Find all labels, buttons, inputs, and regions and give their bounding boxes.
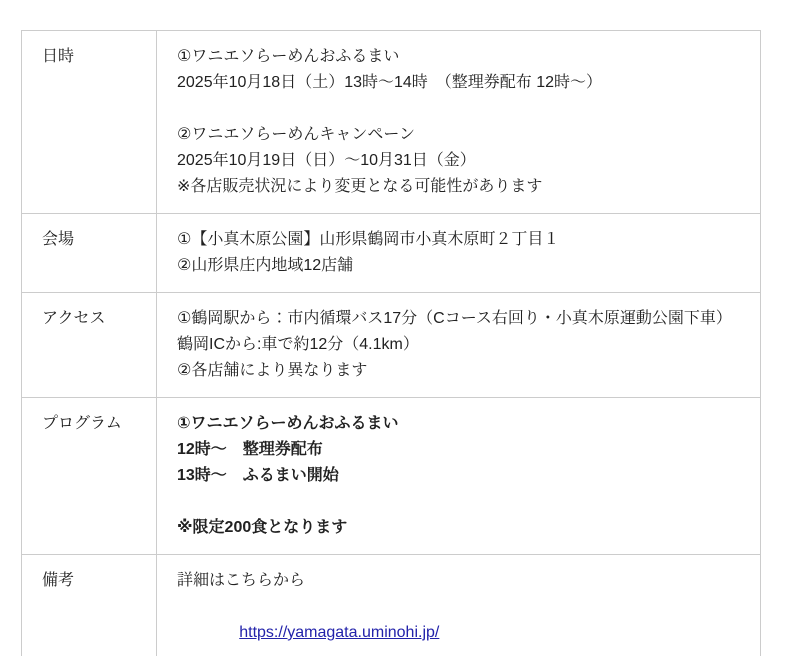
row-label-text: アクセス — [42, 310, 106, 327]
row-label-text: 日時 — [42, 48, 75, 65]
details-link[interactable]: https://yamagata.uminohi.jp/ — [239, 624, 440, 641]
row-label-text: プログラム — [42, 415, 122, 432]
text-line: ①鶴岡駅から：市内循環バス17分（Cコース右回り・小真木原運動公園下車） — [177, 310, 732, 327]
row-content-access — [157, 293, 761, 398]
link-line — [177, 594, 740, 656]
text-line: ①【小真木原公園】山形県鶴岡市小真木原町２丁目１ — [177, 231, 560, 248]
row-label-notes — [22, 555, 157, 656]
event-info-table — [21, 30, 761, 656]
blank-line — [177, 96, 740, 122]
event-info-section — [21, 30, 761, 656]
blank-line — [177, 489, 740, 515]
row-label-venue — [22, 214, 157, 293]
text-line: 詳細はこちらから — [177, 572, 306, 589]
table-row-access — [22, 293, 761, 398]
text-line: 2025年10月19日（日）〜10月31日（金） — [177, 152, 476, 169]
row-content-program — [157, 398, 761, 555]
text-line: 2025年10月18日（土）13時〜14時 （整理券配布 12時〜） — [177, 74, 603, 91]
row-label-datetime — [22, 31, 157, 214]
table-row-notes — [22, 555, 761, 656]
text-line: 13時〜 ふるまい開始 — [177, 467, 339, 484]
text-line: ②ワニエソらーめんキャンペーン — [177, 126, 416, 143]
event-info-table-body — [22, 31, 761, 656]
table-row-venue — [22, 214, 761, 293]
row-content-datetime — [157, 31, 761, 214]
text-line: 12時〜 整理券配布 — [177, 441, 323, 458]
text-line: 鶴岡ICから:車で約12分（4.1km） — [177, 336, 419, 353]
text-line: ①ワニエソらーめんおふるまい — [177, 415, 399, 432]
row-label-program — [22, 398, 157, 555]
row-label-access — [22, 293, 157, 398]
table-row-datetime — [22, 31, 761, 214]
text-line: ※限定200食となります — [177, 519, 348, 536]
row-content-venue — [157, 214, 761, 293]
row-content-notes — [157, 555, 761, 656]
table-row-program — [22, 398, 761, 555]
row-label-text: 会場 — [42, 231, 75, 248]
text-line: ※各店販売状況により変更となる可能性があります — [177, 178, 543, 195]
row-label-text: 備考 — [42, 572, 75, 589]
text-line: ②山形県庄内地域12店舗 — [177, 257, 354, 274]
text-line: ②各店舗により異なります — [177, 362, 368, 379]
text-line: ①ワニエソらーめんおふるまい — [177, 48, 400, 65]
